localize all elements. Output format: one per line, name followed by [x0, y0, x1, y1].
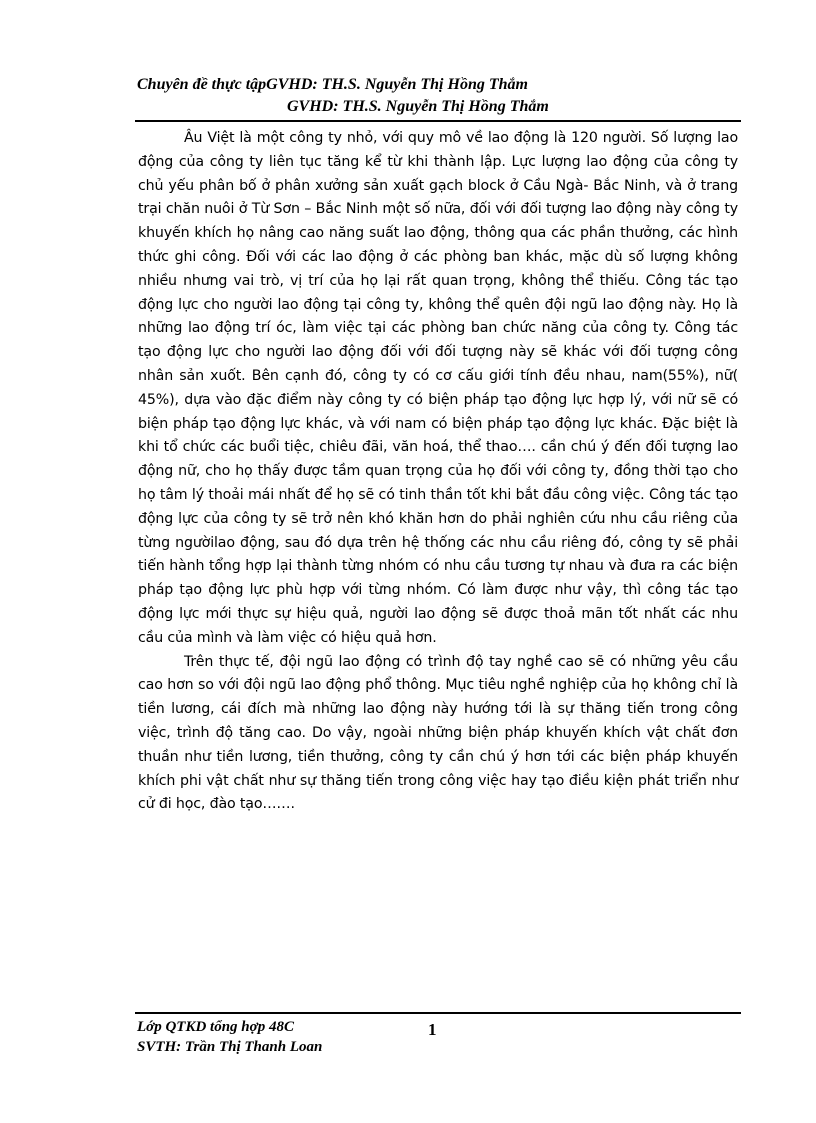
paragraph: Âu Việt là một công ty nhỏ, với quy mô về lao động là 120 người. Số lượng lao động của công ty liên tục tăng kể từ khi thành lập. Lực lượng lao động của công ty chủ yếu phân bố ở phân xưởng sản xuất gạch block ở Cầu Ngà- Bắc Ninh, và ở trang trại chăn nuôi ở Từ Sơn – Bắc Ninh một số nữa, đối với đối tượng lao động này công ty khuyến khích họ nâng cao năng suất lao động, thông qua các phần thưởng, các hình thức ghi công. Đối với các lao động ở các phòng ban khác, mặc dù số lượng không nhiều nhưng vai trò, vị trí của họ lại rất quan trọng, không thể thiếu. Công tác tạo động lực cho người lao động tại công ty, không thể quên đội ngũ lao động này. Họ là những lao động trí óc, làm việc tại các phòng ban chức năng của công ty. Công tác tạo động lực cho người lao động đối với đối tượng này sẽ khác với đối tượng công nhân sản xuốt. Bên cạnh đó, công ty có cơ cấu giới tính đều nhau, nam(55%), nữ( 45%), dựa vào đặc điểm này công ty có biện pháp tạo động lực hợp lý, với nữ sẽ có biện pháp tạo động lực khác, và với nam có biện pháp tạo động lực khác. Đặc biệt là khi tổ chức các buổi tiệc, chiêu đãi, văn hoá, thể thao…. cần chú ý đến đối tượng lao động nữ, cho họ thấy được tầm quan trọng của họ đối với công ty, đồng thời tạo cho họ tâm lý thoải mái nhất để họ sẽ có tinh thần tốt khi bắt đầu công việc. Công tác tạo động lực của công ty sẽ trở nên khó khăn hơn do phải nghiên cứu nhu cầu riêng của từng ngườilao động, sau đó dựa trên hệ thống các nhu cầu riêng đó, công ty sẽ phải tiến hành tổng hợp lại thành từng nhóm có nhu cầu tương tự nhau và đưa ra các biện pháp tạo động lực phù hợp với từng nhóm. Có làm được như vậy, thì công tác tạo động lực mới thực sự hiệu quả, người lao động sẽ được thoả mãn tốt nhất các nhu cầu của mình và làm việc có hiệu quả hơn.	[138, 130, 738, 646]
footer-divider	[135, 1012, 741, 1014]
page-header	[137, 74, 747, 118]
header-divider	[135, 120, 741, 122]
body-text	[138, 127, 738, 817]
page-footer	[137, 1017, 322, 1057]
footer-student: SVTH: Trần Thị Thanh Loan	[137, 1039, 323, 1055]
paragraph: Trên thực tế, đội ngũ lao động có trình độ tay nghề cao sẽ có những yêu cầu cao hơn so với đội ngũ lao động phổ thông. Mục tiêu nghề nghiệp của họ không chỉ là tiền lương, cái đích mà những lao động này hướng tới là sự thăng tiến trong công việc, trình độ tăng cao. Do vậy, ngoài những biện pháp khuyến khích vật chất đơn thuần như tiền lương, tiền thưởng, công ty cần chú ý hơn tới các biện pháp khuyến khích phi vật chất như sự thăng tiến trong công việc hay tạo điều kiện phát triển như cử đi học, đào tạo…….	[138, 653, 738, 813]
page-number: 1	[428, 1020, 437, 1039]
header-supervisor: GVHD: TH.S. Nguyễn Thị Hồng Thắm	[287, 98, 549, 115]
footer-class: Lớp QTKD tổng hợp 48C	[137, 1019, 294, 1035]
header-title: Chuyên đề thực tậpGVHD: TH.S. Nguyễn Thị Hồng Thắm	[137, 76, 528, 93]
